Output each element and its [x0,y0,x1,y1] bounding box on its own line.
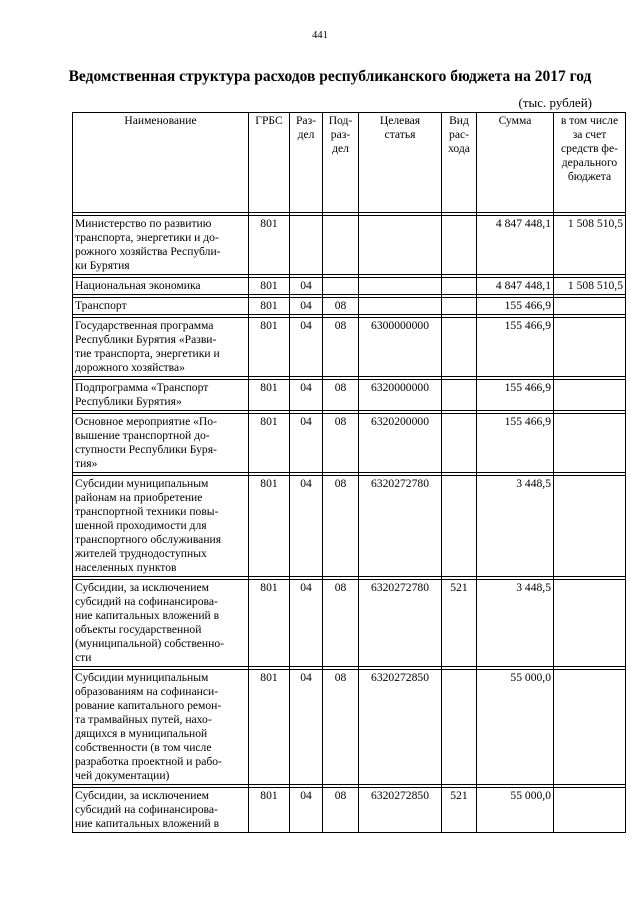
table-row [73,580,626,667]
cell-podrazdel: 08 [323,318,359,377]
cell-razdel: 04 [290,476,323,577]
cell-summa: 55 000,0 [477,670,554,785]
header-razdel: Раз- дел [290,113,323,213]
table-row [73,414,626,473]
cell-name: Транспорт [73,298,249,315]
cell-vid: 521 [442,580,477,667]
cell-name: Субсидии, за исключением субсидий на софинансирова- ние капитальных вложений в [73,788,249,833]
cell-podrazdel: 08 [323,580,359,667]
page-number: 441 [312,30,328,41]
cell-federal: 1 508 510,5 [554,216,626,275]
header-podrazdel: Под- раз- дел [323,113,359,213]
table-row [73,476,626,577]
table-row [73,670,626,785]
cell-razdel: 04 [290,318,323,377]
cell-summa: 155 466,9 [477,298,554,315]
cell-federal [554,318,626,377]
cell-summa: 3 448,5 [477,476,554,577]
cell-vid: 521 [442,788,477,833]
cell-federal [554,580,626,667]
cell-federal [554,414,626,473]
table-row [73,216,626,275]
cell-podrazdel [323,278,359,295]
cell-razdel: 04 [290,580,323,667]
cell-celevaya [359,298,442,315]
cell-federal: 1 508 510,5 [554,278,626,295]
header-summa: Сумма [477,113,554,213]
cell-podrazdel: 08 [323,788,359,833]
cell-name: Министерство по развитию транспорта, энергетики и до- рожного хозяйства Республи- ки Бурятия [73,216,249,275]
cell-celevaya: 6320272850 [359,788,442,833]
cell-celevaya: 6300000000 [359,318,442,377]
cell-name: Субсидии муниципальным образованиям на софинанси- рование капитального ремон- та трамвайных путей, нахо- дящихся в муниципальной собственности (в том числе разработка проектной и рабо- чей документации) [73,670,249,785]
cell-grbs: 801 [249,278,290,295]
cell-podrazdel: 08 [323,476,359,577]
header-celevaya: Целевая статья [359,113,442,213]
cell-grbs: 801 [249,318,290,377]
cell-razdel: 04 [290,788,323,833]
cell-razdel: 04 [290,380,323,411]
cell-razdel [290,216,323,275]
cell-celevaya: 6320272780 [359,580,442,667]
header-federal: в том числе за счет средств фе- дерального бюджета [554,113,626,213]
table-row [73,380,626,411]
cell-summa: 155 466,9 [477,414,554,473]
cell-podrazdel: 08 [323,670,359,785]
cell-celevaya: 6320272850 [359,670,442,785]
header-name: Наименование [73,113,249,213]
cell-name: Основное мероприятие «По- вышение транспортной до- ступности Республики Буря- тия» [73,414,249,473]
cell-federal [554,670,626,785]
cell-name: Субсидии муниципальным районам на приобретение транспортной техники повы- шенной проходимости для транспортного обслуживания жителей труднодоступных населенных пунктов [73,476,249,577]
cell-federal [554,788,626,833]
cell-federal [554,298,626,315]
cell-grbs: 801 [249,380,290,411]
cell-summa: 55 000,0 [477,788,554,833]
cell-celevaya: 6320000000 [359,380,442,411]
document-title: Ведомственная структура расходов республиканского бюджета на 2017 год [68,68,592,85]
cell-summa: 155 466,9 [477,380,554,411]
table-row [73,318,626,377]
cell-razdel: 04 [290,278,323,295]
cell-summa: 155 466,9 [477,318,554,377]
cell-grbs: 801 [249,414,290,473]
cell-razdel: 04 [290,414,323,473]
cell-celevaya: 6320200000 [359,414,442,473]
cell-name: Государственная программа Республики Бурятия «Разви- тие транспорта, энергетики и дорожного хозяйства» [73,318,249,377]
cell-summa: 4 847 448,1 [477,278,554,295]
table-header-row [73,113,626,213]
cell-federal [554,380,626,411]
cell-celevaya: 6320272780 [359,476,442,577]
cell-name: Подпрограмма «Транспорт Республики Бурятия» [73,380,249,411]
cell-summa: 3 448,5 [477,580,554,667]
cell-podrazdel [323,216,359,275]
cell-vid [442,476,477,577]
cell-celevaya [359,278,442,295]
units-label: (тыс. рублей) [518,95,592,110]
cell-grbs: 801 [249,298,290,315]
cell-vid [442,278,477,295]
header-grbs: ГРБС [249,113,290,213]
cell-summa: 4 847 448,1 [477,216,554,275]
table-row [73,278,626,295]
cell-vid [442,414,477,473]
cell-vid [442,380,477,411]
budget-table [72,112,626,833]
cell-grbs: 801 [249,476,290,577]
cell-grbs: 801 [249,216,290,275]
cell-federal [554,476,626,577]
cell-vid [442,670,477,785]
cell-podrazdel: 08 [323,298,359,315]
table-row [73,788,626,833]
cell-grbs: 801 [249,580,290,667]
cell-razdel: 04 [290,670,323,785]
cell-podrazdel: 08 [323,414,359,473]
cell-name: Субсидии, за исключением субсидий на софинансирова- ние капитальных вложений в объекты государственной (муниципальной) собственно- сти [73,580,249,667]
table-row [73,298,626,315]
cell-vid [442,216,477,275]
cell-name: Национальная экономика [73,278,249,295]
cell-podrazdel: 08 [323,380,359,411]
cell-grbs: 801 [249,670,290,785]
cell-razdel: 04 [290,298,323,315]
cell-grbs: 801 [249,788,290,833]
cell-celevaya [359,216,442,275]
header-vid: Вид рас- хода [442,113,477,213]
cell-vid [442,318,477,377]
cell-vid [442,298,477,315]
